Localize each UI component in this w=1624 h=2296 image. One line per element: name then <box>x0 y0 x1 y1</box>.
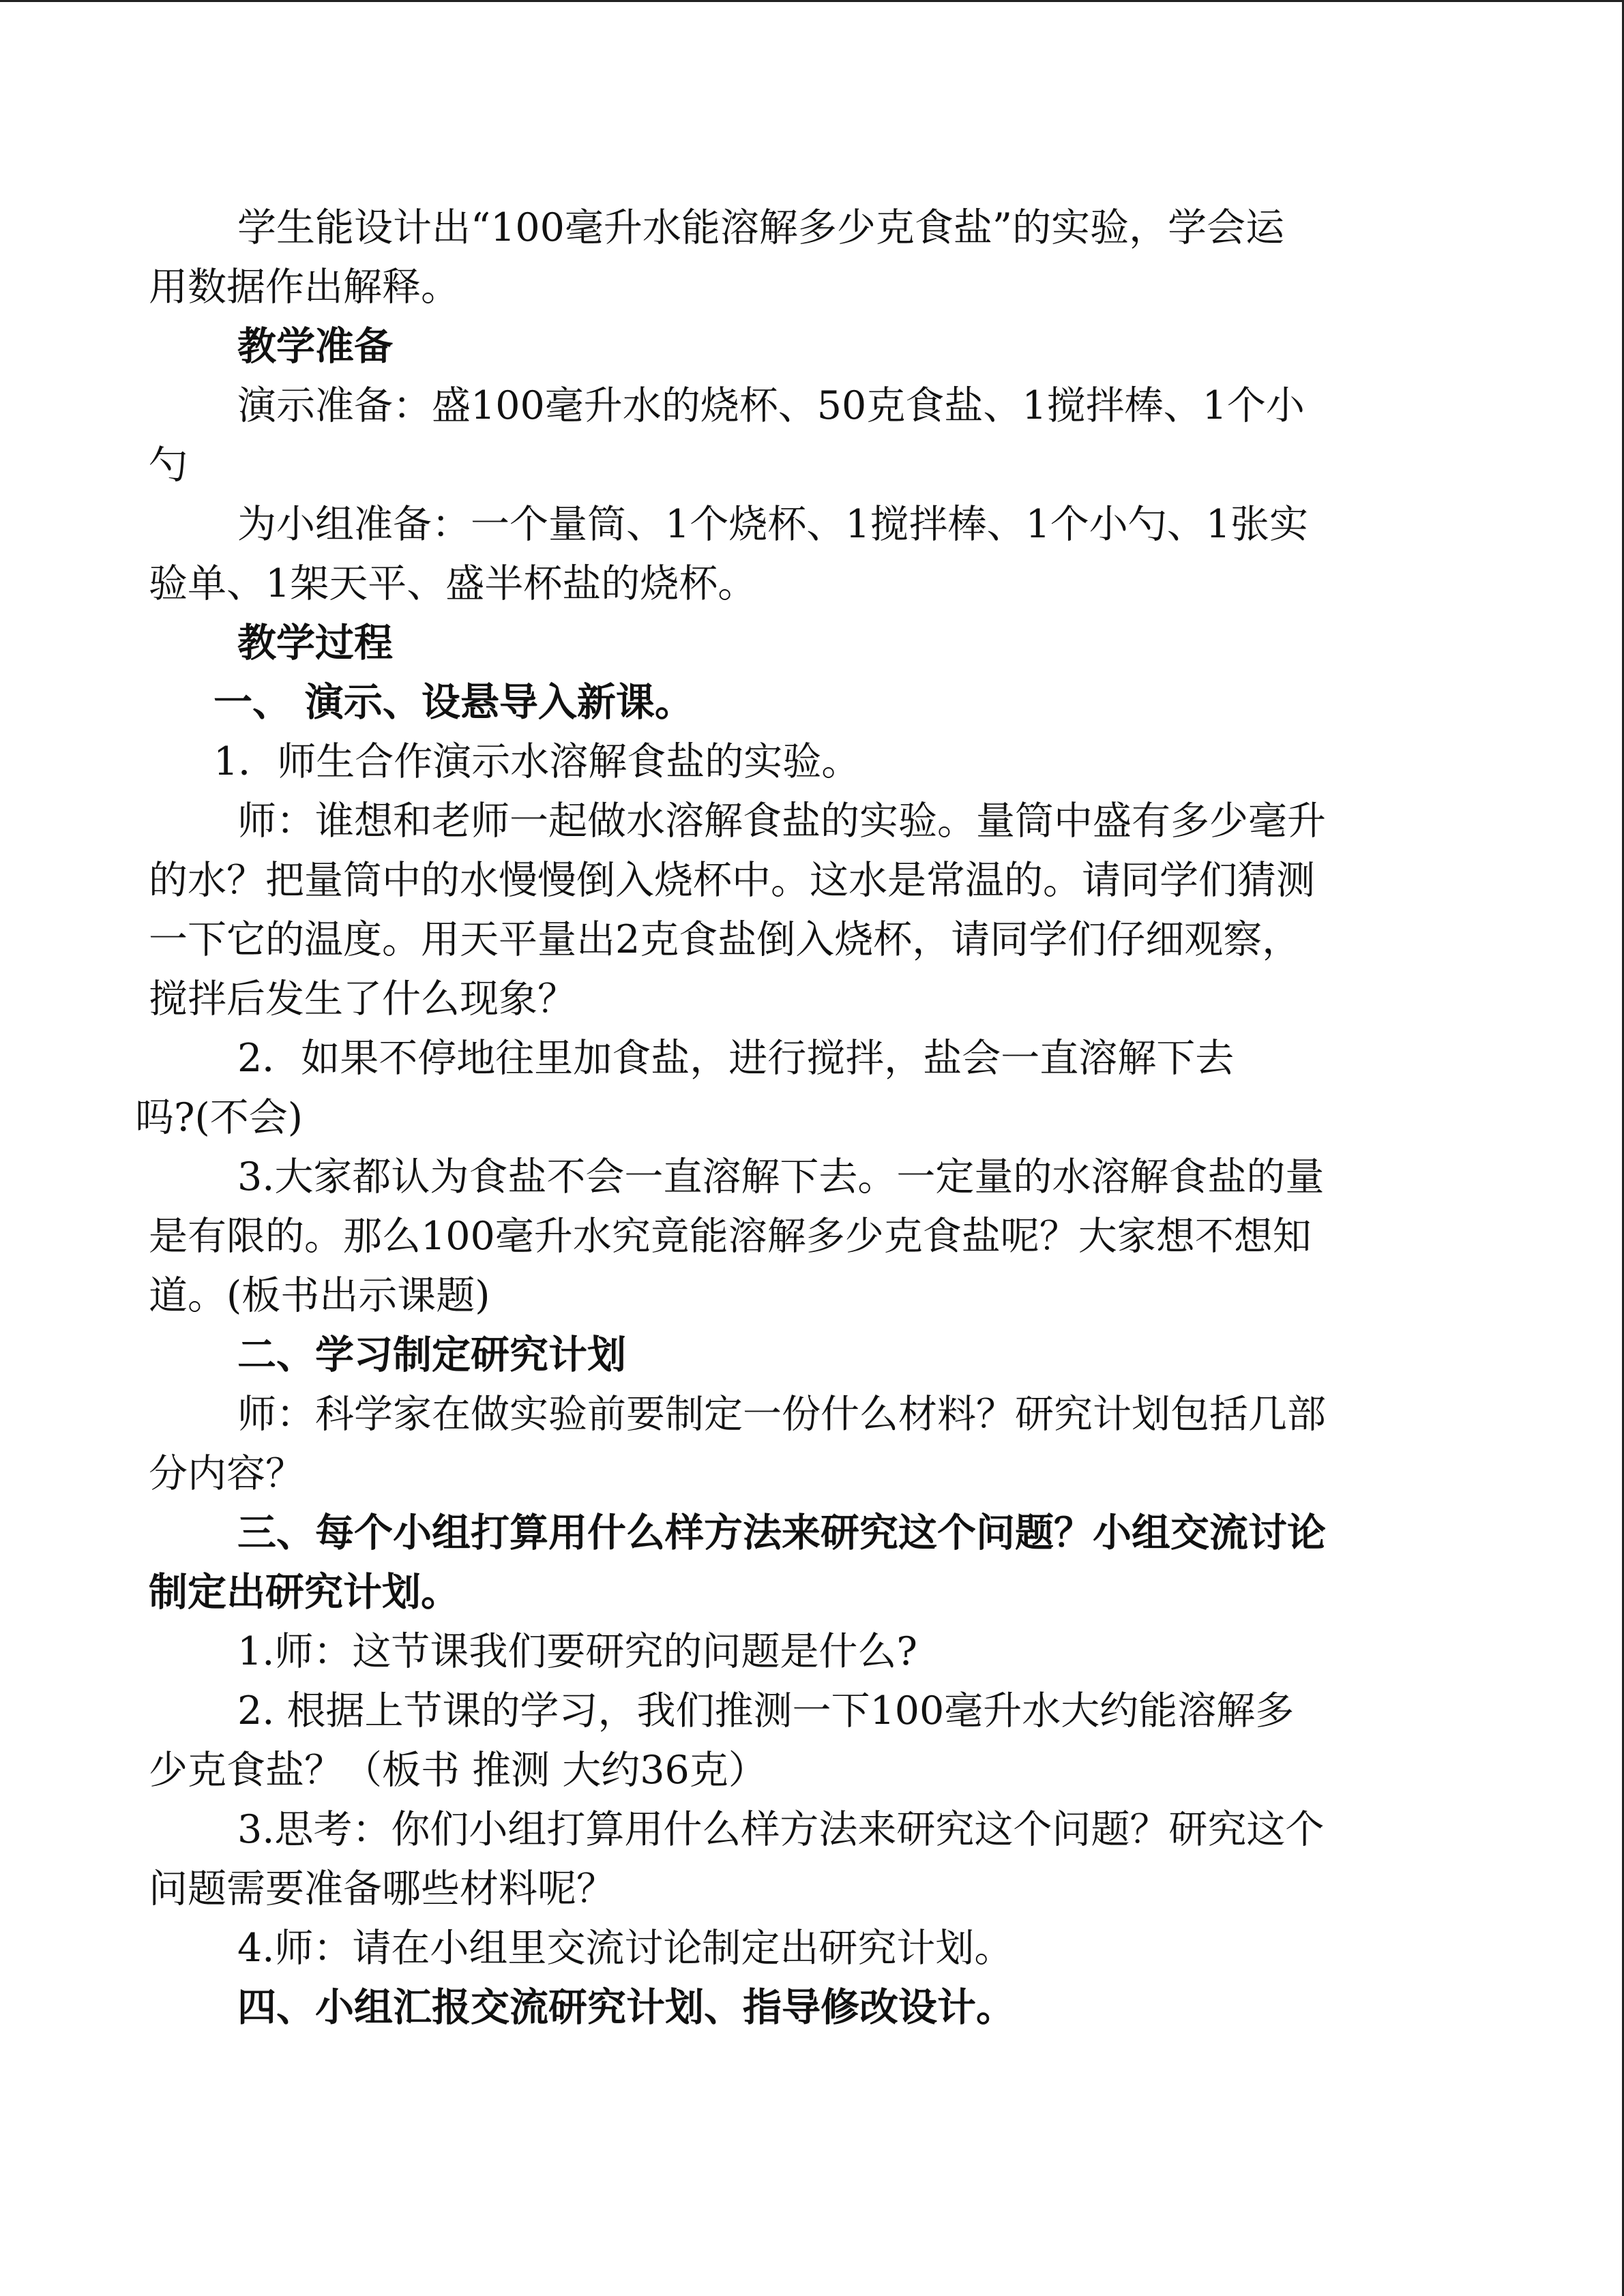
section-3-item-3-line-1: 3.思考：你们小组打算用什么样方法来研究这个问题？研究这个 <box>237 1807 1325 1852</box>
page-border-top <box>0 0 1624 2</box>
section-3-heading-line-1: 三、每个小组打算用什么样方法来研究这个问题？小组交流讨论 <box>237 1510 1326 1555</box>
section-3-item-4: 4.师：请在小组里交流讨论制定出研究计划。 <box>237 1926 1014 1971</box>
section-1-teacher-line-4: 搅拌后发生了什么现象？ <box>149 976 576 1022</box>
section-2-line-2: 分内容？ <box>149 1451 304 1496</box>
section-2-line-1: 师：科学家在做实验前要制定一份什么材料？研究计划包括几部 <box>237 1392 1326 1437</box>
group-prep-line-1: 为小组准备：一个量筒、1个烧杯、1搅拌棒、1个小勺、1张实 <box>237 502 1309 547</box>
section-1-item-3-line-3: 道。(板书出示课题) <box>149 1273 490 1318</box>
section-1-item-2-line-2: 吗?(不会) <box>135 1095 304 1140</box>
section-3-item-2-line-1: 2. 根据上节课的学习，我们推测一下100毫升水大约能溶解多 <box>237 1688 1295 1733</box>
section-3-item-1: 1.师：这节课我们要研究的问题是什么? <box>237 1629 917 1674</box>
section-1-item-1: 1．师生合作演示水溶解食盐的实验。 <box>213 739 861 784</box>
demo-prep-line-1: 演示准备：盛100毫升水的烧杯、50克食盐、1搅拌棒、1个小 <box>237 383 1305 428</box>
section-3-heading-line-2: 制定出研究计划。 <box>149 1570 460 1615</box>
heading-teaching-process: 教学过程 <box>237 621 393 666</box>
section-1-heading: 一、 演示、设悬导入新课。 <box>213 680 694 725</box>
objective-line-2: 用数据作出解释。 <box>149 265 460 310</box>
section-1-teacher-line-2: 的水？把量筒中的水慢慢倒入烧杯中。这水是常温的。请同学们猜测 <box>149 858 1315 903</box>
section-1-item-2-line-1: 2．如果不停地往里加食盐，进行搅拌，盐会一直溶解下去 <box>237 1036 1235 1081</box>
objective-line-1: 学生能设计出“100毫升水能溶解多少克食盐”的实验，学会运 <box>237 205 1285 250</box>
section-1-item-3-line-2: 是有限的。那么100毫升水究竟能溶解多少克食盐呢？大家想不想知 <box>149 1214 1312 1259</box>
heading-teaching-prep: 教学准备 <box>237 324 393 369</box>
section-3-item-3-line-2: 问题需要准备哪些材料呢？ <box>149 1866 615 1911</box>
section-1-item-3-line-1: 3.大家都认为食盐不会一直溶解下去。一定量的水溶解食盐的量 <box>237 1154 1325 1199</box>
section-4-heading: 四、小组汇报交流研究计划、指导修改设计。 <box>237 1985 1015 2030</box>
section-1-teacher-line-1: 师：谁想和老师一起做水溶解食盐的实验。量筒中盛有多少毫升 <box>237 799 1326 844</box>
section-3-item-2-line-2: 少克食盐？（板书 推测 大约36克） <box>149 1748 767 1793</box>
section-1-teacher-line-3: 一下它的温度。用天平量出2克食盐倒入烧杯，请同学们仔细观察， <box>149 917 1301 962</box>
section-2-heading: 二、学习制定研究计划 <box>237 1332 626 1377</box>
group-prep-line-2: 验单、1架天平、盛半杯盐的烧杯。 <box>149 561 757 606</box>
demo-prep-line-2: 勺 <box>149 443 188 488</box>
